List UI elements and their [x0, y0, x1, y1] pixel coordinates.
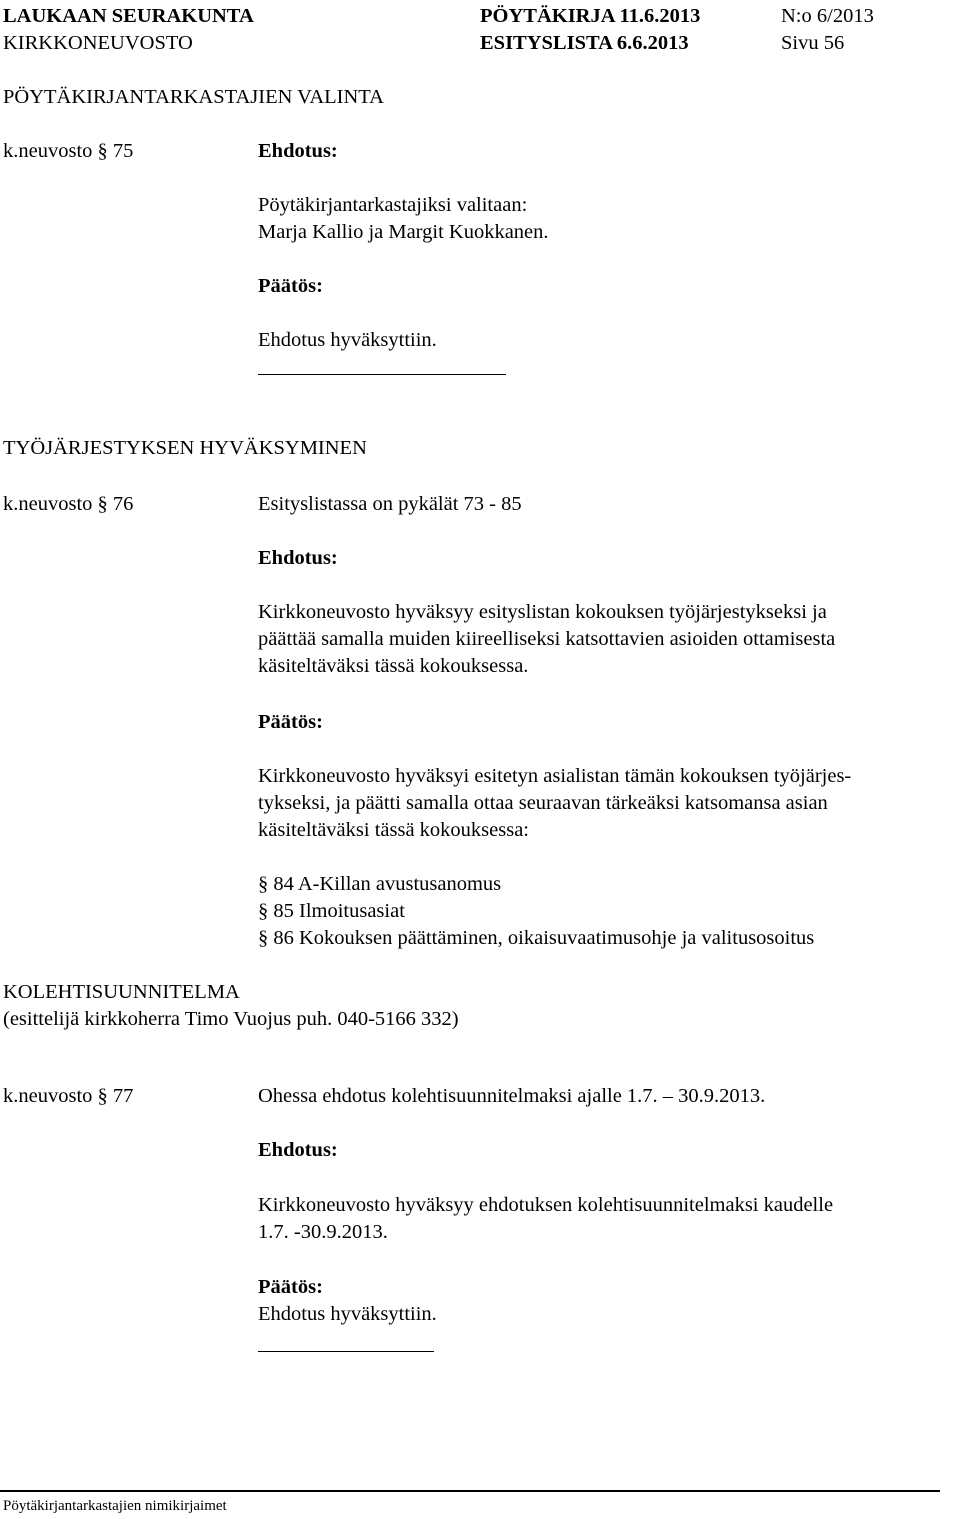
- header-body: KIRKKONEUVOSTO: [3, 32, 193, 54]
- header-agenda: ESITYSLISTA 6.6.2013: [480, 32, 689, 54]
- section-76-item-text: 85 Ilmoitusasiat: [273, 900, 405, 922]
- section-75-ref: [3, 138, 133, 165]
- section-75-decision-label: Päätös:: [258, 275, 323, 297]
- section-76-item: [258, 898, 405, 925]
- header-page: Sivu 56: [781, 32, 845, 54]
- section-75-end-rule: [258, 374, 506, 375]
- section-77-decision-text: Ehdotus hyväksyttiin.: [258, 1303, 437, 1325]
- section-77-end-rule: [258, 1351, 434, 1352]
- section-sign-icon: §: [258, 873, 269, 895]
- section-76-title: TYÖJÄRJESTYKSEN HYVÄKSYMINEN: [3, 437, 367, 459]
- header-minutes: PÖYTÄKIRJA 11.6.2013: [480, 5, 701, 27]
- section-76-number: 76: [112, 493, 134, 515]
- section-77-ref: [3, 1083, 133, 1110]
- section-76-proposal-line-3: käsiteltäväksi tässä kokouksessa.: [258, 655, 529, 677]
- section-76-ref-label: k.neuvosto: [3, 493, 93, 515]
- section-76-proposal-line-1: Kirkkoneuvosto hyväksyy esityslistan kokouksen työjärjestykseksi ja: [258, 601, 827, 623]
- section-sign-icon: §: [97, 1085, 108, 1107]
- section-76-decision-line-2: tykseksi, ja päätti samalla ottaa seuraavan tärkeäksi katsomansa asian: [258, 792, 828, 814]
- section-76-ref: [3, 491, 133, 518]
- section-75-proposal-label: Ehdotus:: [258, 140, 338, 162]
- section-75-proposal-line-2: Marja Kallio ja Margit Kuokkanen.: [258, 221, 549, 243]
- section-75-number: 75: [112, 140, 134, 162]
- section-76-decision-line-1: Kirkkoneuvosto hyväksyi esitetyn asialistan tämän kokouksen työjärjes-: [258, 765, 852, 787]
- section-77-proposal-line-1: Kirkkoneuvosto hyväksyy ehdotuksen kolehtisuunnitelmaksi kaudelle: [258, 1194, 834, 1216]
- section-77-ref-label: k.neuvosto: [3, 1085, 93, 1107]
- section-75-proposal-line-1: Pöytäkirjantarkastajiksi valitaan:: [258, 194, 528, 216]
- section-76-decision-line-3: käsiteltäväksi tässä kokouksessa:: [258, 819, 530, 841]
- section-77-title: KOLEHTISUUNNITELMA: [3, 981, 240, 1003]
- section-75-title: PÖYTÄKIRJANTARKASTAJIEN VALINTA: [3, 86, 384, 108]
- section-76-item-text: 86 Kokouksen päättäminen, oikaisuvaatimusohje ja valitusosoitus: [273, 927, 815, 949]
- section-76-item: [258, 871, 501, 898]
- section-76-intro: Esityslistassa on pykälät 73 - 85: [258, 493, 522, 515]
- section-sign-icon: §: [258, 927, 269, 949]
- section-76-item-text: 84 A-Killan avustusanomus: [273, 873, 502, 895]
- header-number: N:o 6/2013: [781, 5, 874, 27]
- section-77-subtitle: (esittelijä kirkkoherra Timo Vuojus puh. 040-5166 332): [3, 1008, 459, 1030]
- section-77-proposal-label: Ehdotus:: [258, 1139, 338, 1161]
- section-77-proposal-line-2: 1.7. -30.9.2013.: [258, 1221, 388, 1243]
- section-76-decision-label: Päätös:: [258, 711, 323, 733]
- section-sign-icon: §: [97, 493, 108, 515]
- section-77-decision-label: Päätös:: [258, 1276, 323, 1298]
- header-org: LAUKAAN SEURAKUNTA: [3, 5, 254, 27]
- section-sign-icon: §: [97, 140, 108, 162]
- section-76-proposal-label: Ehdotus:: [258, 547, 338, 569]
- section-sign-icon: §: [258, 900, 269, 922]
- section-75-ref-label: k.neuvosto: [3, 140, 93, 162]
- section-77-intro: Ohessa ehdotus kolehtisuunnitelmaksi ajalle 1.7. – 30.9.2013.: [258, 1085, 766, 1107]
- section-76-proposal-line-2: päättää samalla muiden kiireelliseksi katsottavien asioiden ottamisesta: [258, 628, 836, 650]
- section-77-number: 77: [112, 1085, 134, 1107]
- footer-initials-label: Pöytäkirjantarkastajien nimikirjaimet: [3, 1498, 227, 1514]
- section-75-decision-text: Ehdotus hyväksyttiin.: [258, 329, 437, 351]
- footer-rule: [0, 1490, 940, 1492]
- section-76-item: [258, 925, 814, 952]
